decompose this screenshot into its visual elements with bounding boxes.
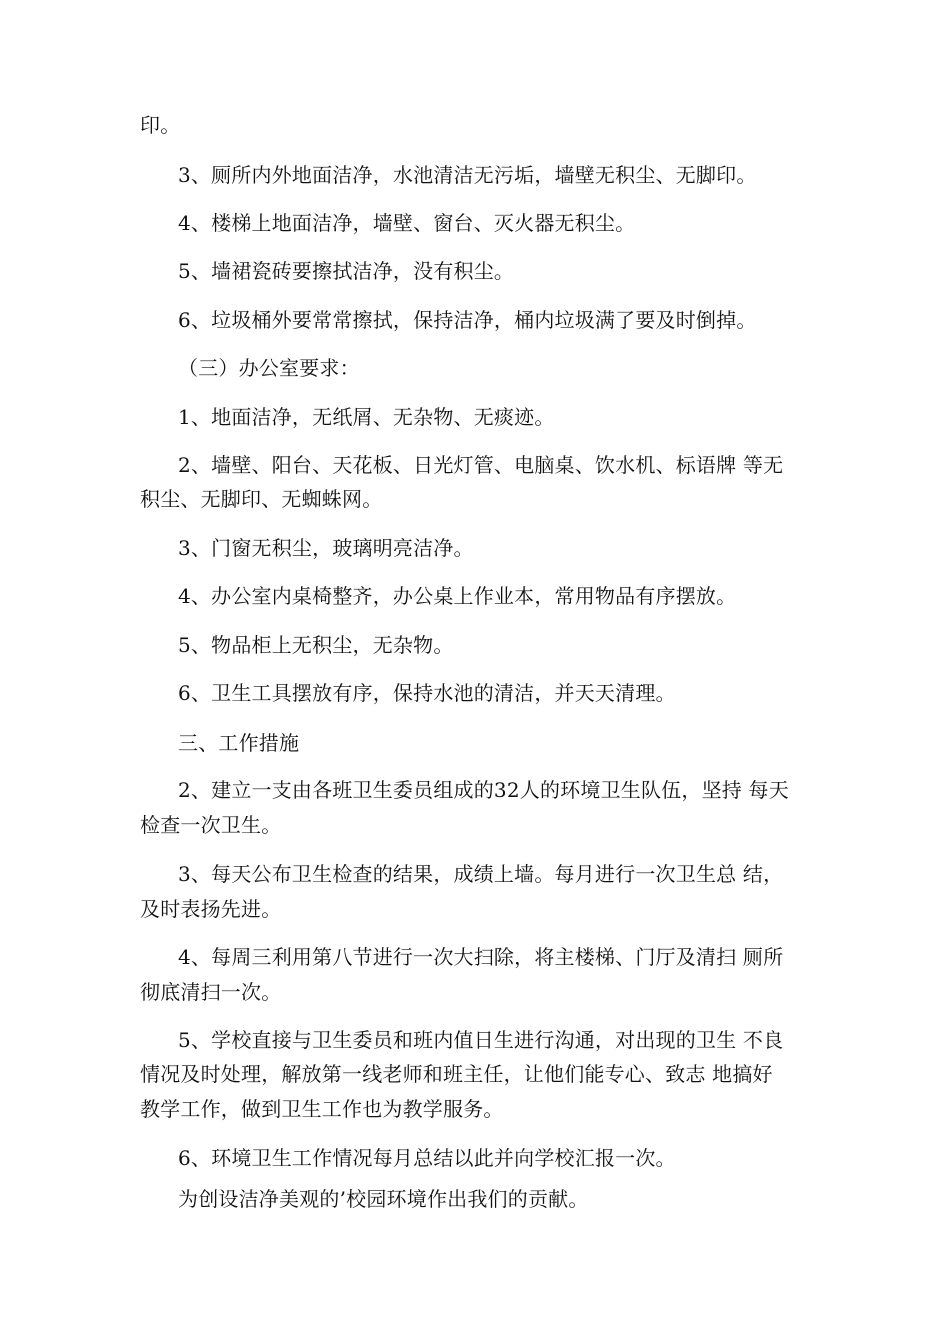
text-line: 4、办公室内桌椅整齐，办公桌上作业本，常用物品有序摆放。 — [178, 584, 737, 608]
text-line: 3、厕所内外地面洁净，水池清洁无污垢，墙壁无积尘、无脚印。 — [178, 163, 757, 187]
text-line: 6、卫生工具摆放有序，保持水池的清洁，并天天清理。 — [178, 681, 676, 705]
text-line: 5、物品柜上无积尘，无杂物。 — [178, 633, 454, 657]
text-line: 情况及时处理，解放第一线老师和班主任，让他们能专心、致志 地搞好 — [140, 1062, 773, 1086]
text-line: 4、楼梯上地面洁净，墙壁、窗台、灭火器无积尘。 — [178, 211, 636, 235]
text-line: 1、地面洁净，无纸屑、无杂物、无痰迹。 — [178, 405, 555, 429]
section-heading: （三）办公室要求： — [178, 356, 360, 380]
text-line: 5、墙裙瓷砖要擦拭洁净，没有积尘。 — [178, 259, 515, 283]
text-line: 积尘、无脚印、无蜘蛛网。 — [140, 487, 383, 511]
text-line: 2、墙壁、阳台、天花板、日光灯管、电脑桌、饮水机、标语牌 等无 — [178, 453, 784, 477]
text-line: 6、环境卫生工作情况每月总结以此并向学校汇报一次。 — [178, 1146, 676, 1170]
text-line: 4、每周三利用第八节进行一次大扫除，将主楼梯、门厅及清扫 厕所 — [178, 945, 784, 969]
text-line: 2、建立一支由各班卫生委员组成的32人的环境卫生队伍，坚持 每天 — [178, 778, 789, 802]
text-line: 5、学校直接与卫生委员和班内值日生进行沟通，对出现的卫生 不良 — [178, 1028, 784, 1052]
text-line: 检查一次卫生。 — [140, 813, 282, 837]
text-line: 3、门窗无积尘，玻璃明亮洁净。 — [178, 536, 474, 560]
text-line: 为创设洁净美观的’校园环境作出我们的贡献。 — [178, 1187, 589, 1211]
section-heading: 三、工作措施 — [178, 731, 300, 755]
text-line: 彻底清扫一次。 — [140, 980, 282, 1004]
text-line: 及时表扬先进。 — [140, 897, 282, 921]
text-line: 印。 — [140, 113, 181, 137]
text-line: 教学工作，做到卫生工作也为教学服务。 — [140, 1097, 504, 1121]
text-line: 3、每天公布卫生检查的结果，成绩上墙。每月进行一次卫生总 结， — [178, 862, 784, 886]
text-line: 6、垃圾桶外要常常擦拭，保持洁净，桶内垃圾满了要及时倒掉。 — [178, 308, 757, 332]
